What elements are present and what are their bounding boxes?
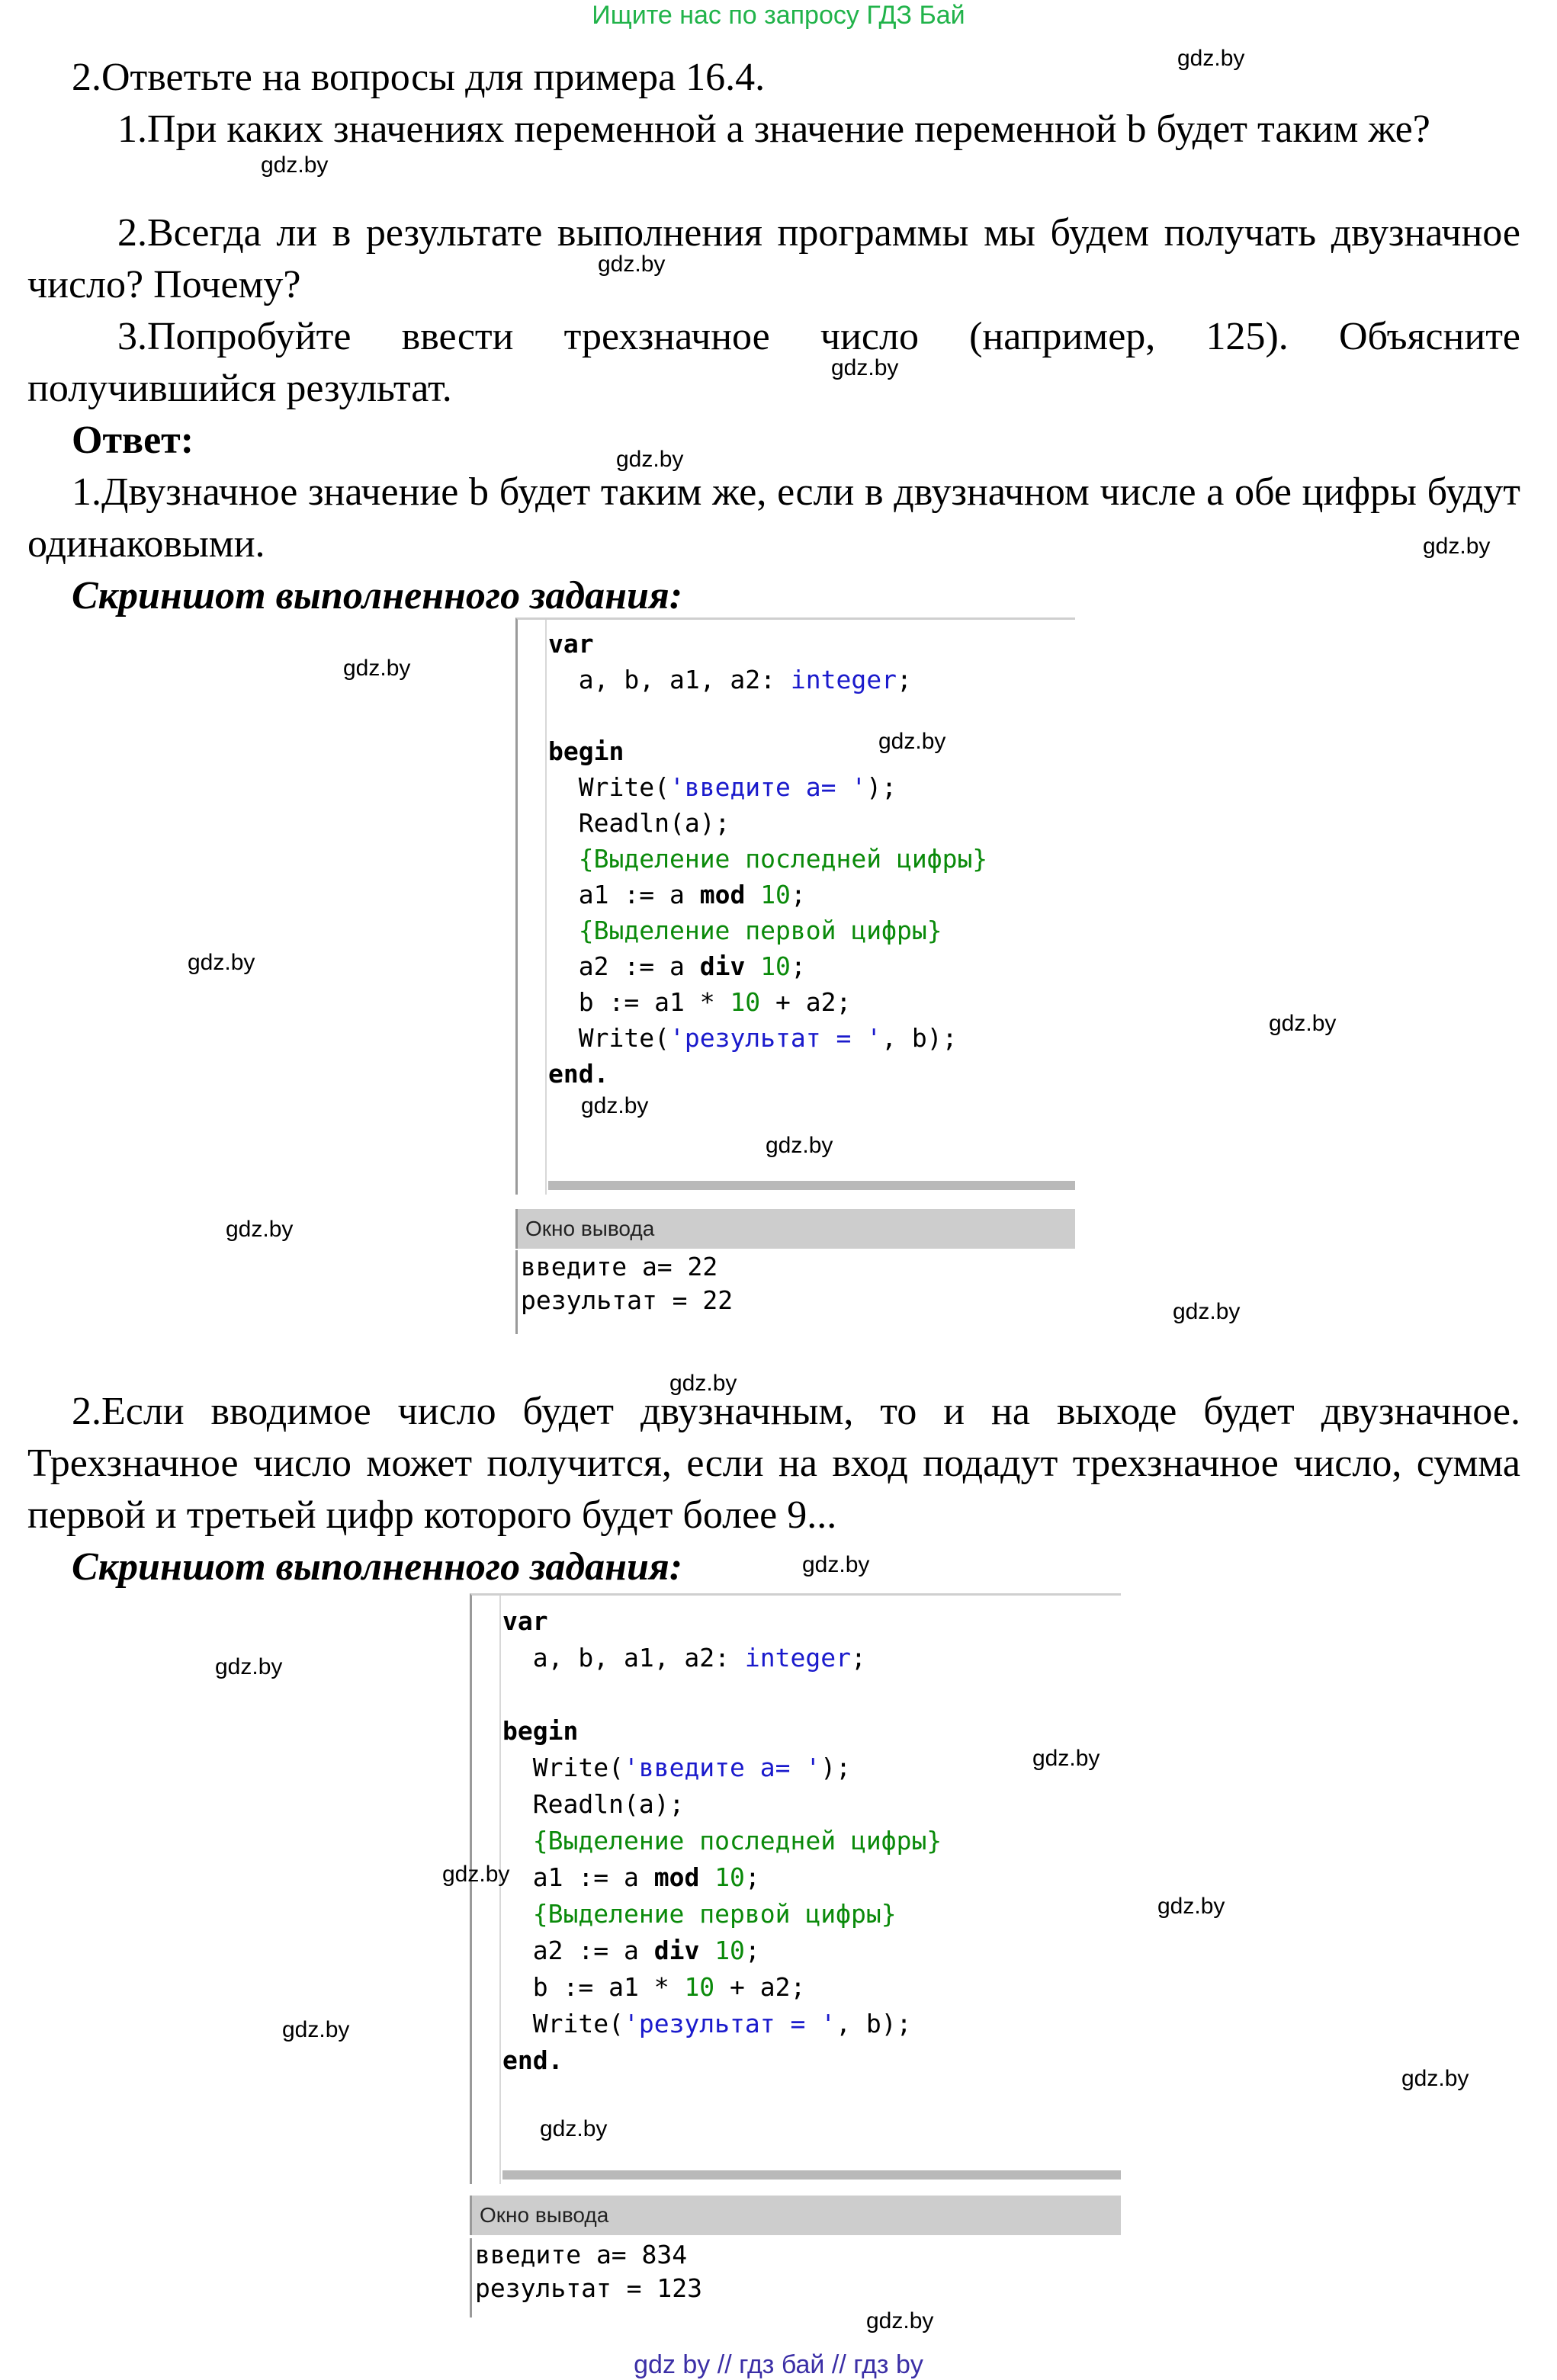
watermark: gdz.by [343,656,411,681]
colon: : [714,1643,745,1673]
watermark: gdz.by [1401,2066,1469,2091]
output-line-2: результат = 22 [521,1285,734,1315]
watermark: gdz.by [878,729,946,754]
result-string: 'результат = ' [623,2009,836,2038]
watermark: gdz.by [1032,1746,1100,1771]
comment-first-digit: {Выделение первой цифры} [578,916,942,945]
semicolon: ; [897,665,912,694]
watermark: gdz.by [282,2017,350,2042]
a2-assign: a2 := a [532,1936,654,1965]
semicolon: ; [744,1936,760,1965]
a2-assign: a2 := a [578,951,700,981]
watermark: gdz.by [1157,1894,1225,1919]
output-window-header: Окно вывода [515,1209,1075,1249]
question-1: 1.При каких значениях переменной a значение переменной b будет таким же? [117,107,1430,151]
code-listing [548,626,987,1092]
watermark: gdz.by [669,1371,737,1396]
keyword-mod: mod [653,1862,700,1892]
screenshot-label-1: Скриншот выполненного задания: [72,574,683,617]
colon: : [760,665,791,694]
watermark: gdz.by [802,1552,870,1577]
write-tail: , b); [881,1023,958,1053]
watermark: gdz.by [442,1862,510,1887]
prompt-string: 'введите a= ' [669,772,867,802]
output-window [515,1250,1075,1334]
output-line-1: введите a= 834 [475,2240,688,2269]
write-call: Write( [532,2009,624,2038]
question-3: 3.Попробуйте ввести трехзначное число (например, 125). Объясните получившийся результат. [27,315,1520,410]
screenshot-label-2: Скриншот выполненного задания: [72,1545,683,1589]
number-ten: 10 [730,987,761,1017]
write-end: ); [820,1753,851,1782]
write-tail: , b); [836,2009,912,2038]
watermark: gdz.by [831,355,899,380]
b-assign: b := a1 * [532,1972,685,2002]
result-string: 'результат = ' [669,1023,882,1053]
watermark: gdz.by [215,1654,283,1679]
keyword-var: var [502,1606,548,1636]
footer-links[interactable]: gdz by // гдз бай // гдз by [634,2350,923,2379]
watermark: gdz.by [866,2308,934,2333]
write-end: ); [866,772,897,802]
comment-last-digit: {Выделение последней цифры} [532,1826,942,1856]
watermark: gdz.by [1177,46,1245,71]
watermark: gdz.by [766,1133,833,1158]
number-ten: 10 [714,1862,745,1892]
var-names: a, b, a1, a2 [578,665,761,694]
keyword-begin: begin [502,1716,579,1746]
watermark: gdz.by [1173,1299,1241,1324]
horizontal-scrollbar[interactable] [502,2170,1121,2180]
keyword-var: var [548,629,594,659]
readln-call: Readln(a); [578,808,730,838]
b-assign-tail: + a2; [714,1972,806,2002]
watermark: gdz.by [188,950,255,975]
semicolon: ; [851,1643,866,1673]
keyword-end: end. [548,1059,609,1089]
editor-gutter [472,1596,501,2184]
code-editor [470,1593,1121,2184]
watermark: gdz.by [1423,534,1491,559]
type-integer: integer [790,665,897,694]
comment-first-digit: {Выделение первой цифры} [532,1899,897,1929]
output-line-1: введите a= 22 [521,1252,718,1281]
watermark: gdz.by [616,447,684,472]
horizontal-scrollbar[interactable] [548,1181,1075,1190]
ide-screenshot-2 [470,1593,1121,2317]
watermark: gdz.by [261,152,329,178]
semicolon: ; [744,1862,760,1892]
watermark: gdz.by [581,1093,649,1118]
code-listing [502,1603,942,2079]
answer-2: 2.Если вводимое число будет двузначным, то и на выходе будет двузначное. Трехзначное число может получится, если на вход подадут трехзначное число, сумма первой и третьей цифр которого будет более 9... [27,1390,1520,1537]
output-window-header: Окно вывода [470,2196,1121,2235]
a1-assign: a1 := a [578,880,700,909]
answer-label: Ответ: [72,419,194,462]
watermark: gdz.by [598,252,666,277]
top-banner: Ищите нас по запросу ГДЗ Бай [592,1,965,30]
write-call: Write( [578,1023,669,1053]
number-ten: 10 [760,880,791,909]
watermark: gdz.by [1269,1011,1337,1036]
number-ten: 10 [714,1936,745,1965]
task-title: 2.Ответьте на вопросы для примера 16.4. [72,56,766,99]
editor-gutter [518,620,547,1195]
keyword-div: div [653,1936,700,1965]
number-ten: 10 [684,1972,715,2002]
readln-call: Readln(a); [532,1789,685,1819]
question-2: 2.Всегда ли в результате выполнения программы мы будем получать двузначное число? Почему? [27,211,1520,306]
keyword-mod: mod [699,880,746,909]
b-assign: b := a1 * [578,987,730,1017]
output-line-2: результат = 123 [475,2273,703,2303]
write-call: Write( [532,1753,624,1782]
output-window [470,2238,1121,2317]
semicolon: ; [790,951,806,981]
a1-assign: a1 := a [532,1862,654,1892]
answer-1: 1.Двузначное значение b будет таким же, если в двузначном числе a обе цифры будут одинаковыми. [27,470,1520,566]
keyword-end: end. [502,2045,563,2075]
b-assign-tail: + a2; [760,987,852,1017]
keyword-begin: begin [548,736,624,766]
comment-last-digit: {Выделение последней цифры} [578,844,988,874]
number-ten: 10 [760,951,791,981]
write-call: Write( [578,772,669,802]
ide-screenshot-1 [515,617,1075,1334]
type-integer: integer [744,1643,851,1673]
keyword-div: div [699,951,746,981]
var-names: a, b, a1, a2 [532,1643,715,1673]
semicolon: ; [790,880,806,909]
prompt-string: 'введите a= ' [623,1753,821,1782]
watermark: gdz.by [226,1217,294,1242]
watermark: gdz.by [540,2116,608,2141]
